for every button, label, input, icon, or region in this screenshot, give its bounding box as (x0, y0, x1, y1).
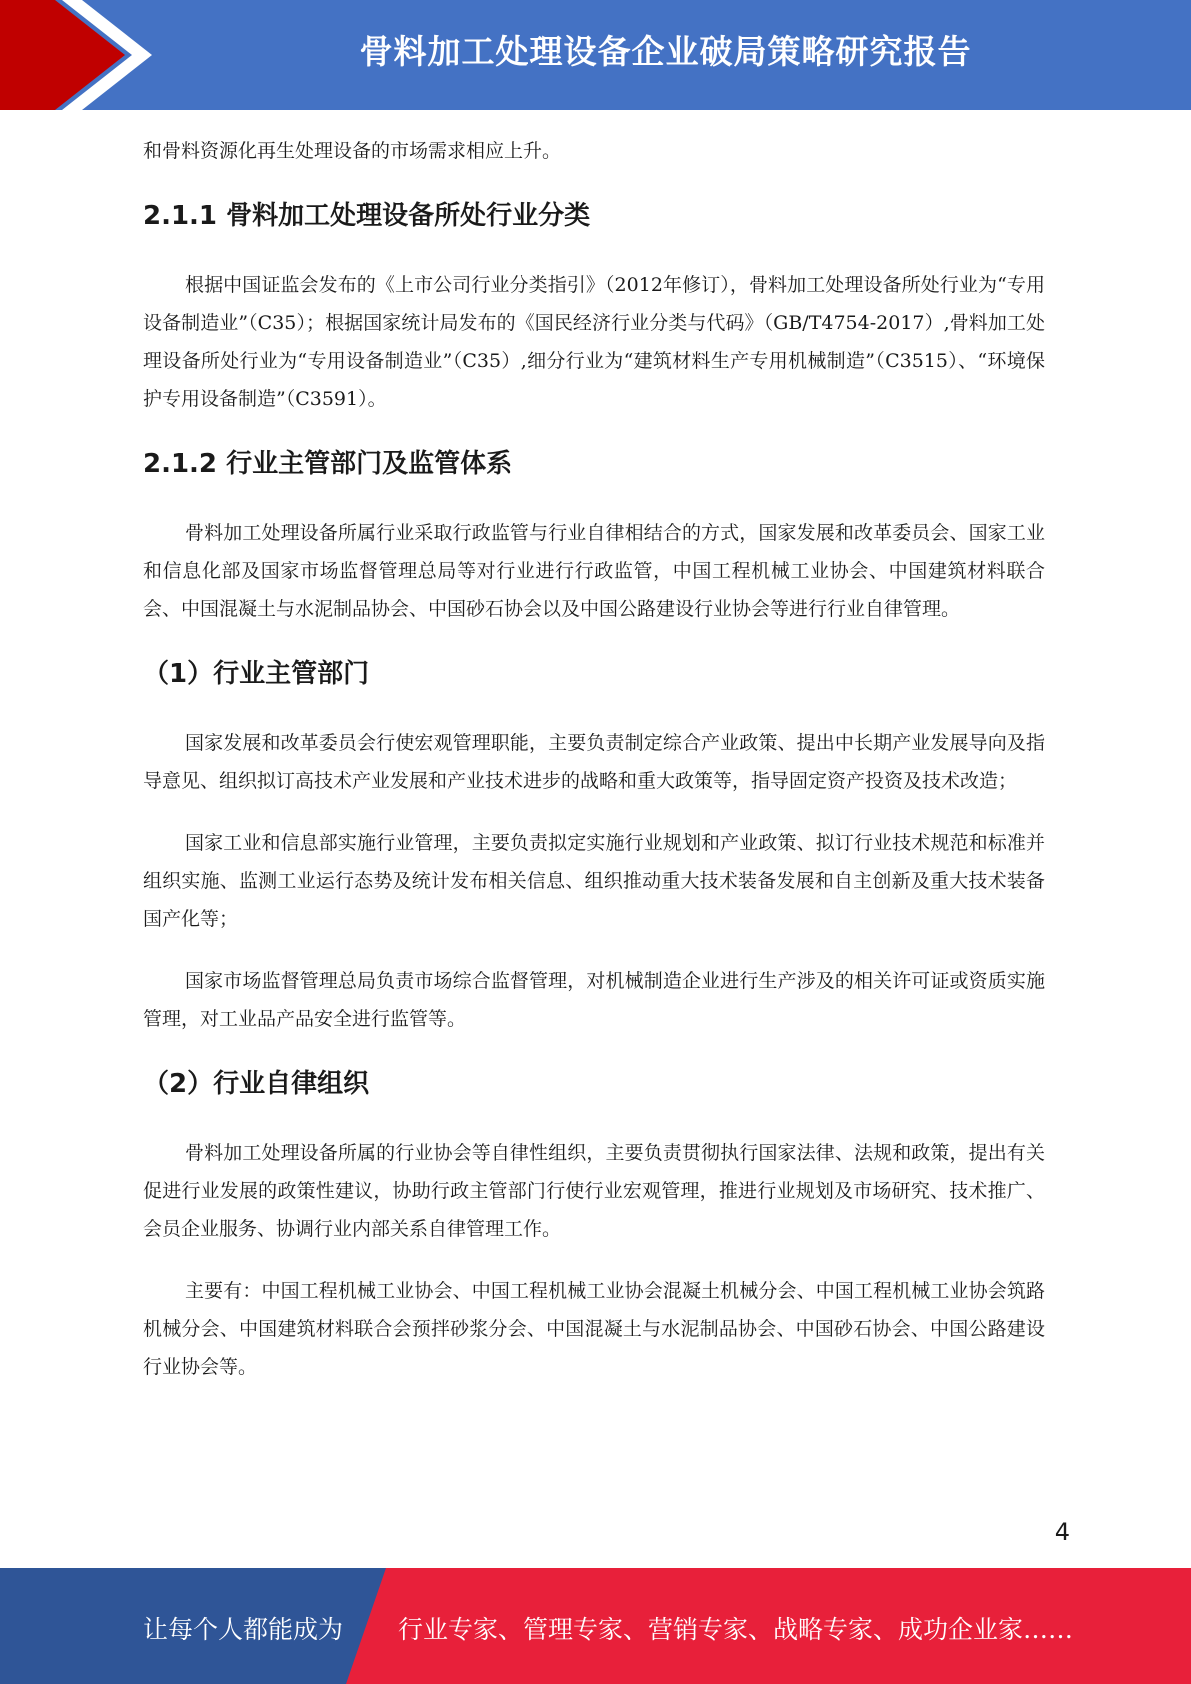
footer-slogan-right: 行业专家、管理专家、营销专家、战略专家、成功企业家…… (398, 1615, 1074, 1644)
subsection-heading: （2）行业自律组织 (143, 1069, 370, 1099)
body-paragraph: 国家工业和信息部实施行业管理，主要负责拟定实施行业规划和产业政策、拟订行业技术规范和标准并组织实施、监测工业运行态势及统计发布相关信息、组织推动重大技术装备发展和自主创新及重大技术装备国产化等； (143, 832, 1045, 930)
section-heading: 2.1.1 骨料加工处理设备所处行业分类 (143, 201, 591, 231)
body-paragraph: 和骨料资源化再生处理设备的市场需求相应上升。 (143, 140, 562, 162)
body-paragraph: 国家市场监督管理总局负责市场综合监督管理，对机械制造企业进行生产涉及的相关许可证或资质实施管理，对工业品产品安全进行监管等。 (143, 970, 1045, 1030)
body-paragraph: 骨料加工处理设备所属行业采取行政监管与行业自律相结合的方式，国家发展和改革委员会、国家工业和信息化部及国家市场监督管理总局等对行业进行行政监管，中国工程机械工业协会、中国建筑材料联合会、中国混凝土与水泥制品协会、中国砂石协会以及中国公路建设行业协会等进行行业自律管理。 (143, 522, 1045, 620)
body-paragraph: 根据中国证监会发布的《上市公司行业分类指引》（2012年修订），骨料加工处理设备所处行业为“专用设备制造业”（C35）；根据国家统计局发布的《国民经济行业分类与代码》（GB/T4754-2017）,骨料加工处理设备所处行业为“专用设备制造业”（C35）,细分行业为“建筑材料生产专用机械制造”（C3515）、“环境保护专用设备制造”（C3591）。 (143, 274, 1045, 410)
section-heading: 2.1.2 行业主管部门及监管体系 (143, 449, 513, 479)
page-footer (0, 1568, 1191, 1684)
document-body (143, 132, 1045, 1386)
body-paragraph: 骨料加工处理设备所属的行业协会等自律性组织，主要负责贯彻执行国家法律、法规和政策，提出有关促进行业发展的政策性建议，协助行政主管部门行使行业宏观管理，推进行业规划及市场研究、技术推广、会员企业服务、协调行业内部关系自律管理工作。 (143, 1142, 1045, 1240)
page-number: 4 (1054, 1518, 1070, 1546)
report-title: 骨料加工处理设备企业破局策略研究报告 (359, 32, 972, 71)
body-paragraph: 主要有：中国工程机械工业协会、中国工程机械工业协会混凝土机械分会、中国工程机械工业协会筑路机械分会、中国建筑材料联合会预拌砂浆分会、中国混凝土与水泥制品协会、中国砂石协会、中国公路建设行业协会等。 (143, 1280, 1045, 1378)
footer-slogan-left: 让每个人都能成为 (143, 1615, 344, 1644)
page-header (0, 0, 1191, 110)
header-red-arrow (0, 0, 125, 110)
subsection-heading: （1）行业主管部门 (143, 659, 370, 689)
body-paragraph: 国家发展和改革委员会行使宏观管理职能，主要负责制定综合产业政策、提出中长期产业发展导向及指导意见、组织拟订高技术产业发展和产业技术进步的战略和重大政策等，指导固定资产投资及技术改造； (143, 732, 1045, 792)
